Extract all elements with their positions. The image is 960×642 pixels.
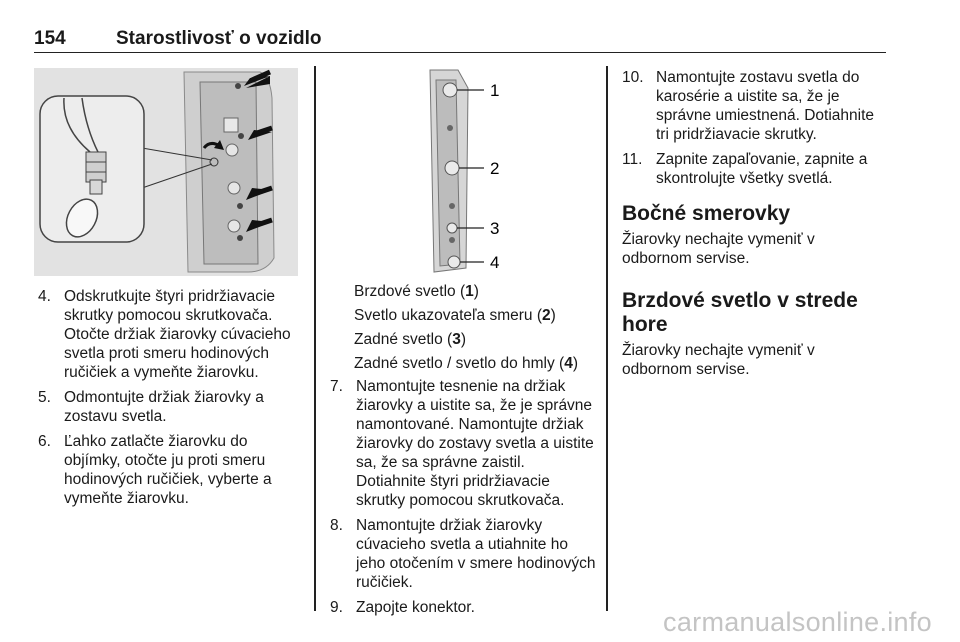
- column-divider-1: [314, 66, 316, 611]
- callout-2: 2: [490, 159, 500, 178]
- section-text-side-indicators: Žiarovky nechajte vymeniť v odbornom servise.: [622, 231, 815, 267]
- page-number: 154: [34, 28, 66, 49]
- section-heading-side-indicators: Bočné smerovky: [622, 202, 791, 225]
- callout-3: 3: [490, 219, 500, 238]
- step-5: 5. Odmontujte držiak žiarovky a zostavu svetla.: [38, 389, 264, 425]
- step-7: 7. Namontujte tesnenie na držiak žiarovky a uistite sa, že je správne namontované. Namontujte držiak žiarovky do zostavy svetla a uistite sa, že sa správne zaistil. Dotiahnite štyri pridržiavacie skrutky pomocou skrutkovača.: [330, 378, 594, 509]
- watermark: carmanualsonline.info: [663, 607, 932, 637]
- page-header: [34, 28, 886, 53]
- legend-item-2: Svetlo ukazovateľa smeru (2): [354, 307, 556, 324]
- step-4: 4. Odskrutkujte štyri pridržiavacie skrutky pomocou skrutkovača. Otočte držiak žiarovky cúvacieho svetla proti smeru hodinových ručičiek a vymeňte žiarovku.: [38, 288, 291, 381]
- step-11: 11. Zapnite zapaľovanie, zapnite a skontrolujte všetky svetlá.: [622, 151, 868, 187]
- step-8: 8. Namontujte držiak žiarovky cúvacieho svetla a utiahnite ho jeho otočením v smere hodinových ručičiek.: [330, 517, 596, 591]
- steps-column-2: [330, 377, 598, 623]
- section-text-center-brake-light: Žiarovky nechajte vymeniť v odbornom servise.: [622, 342, 815, 378]
- running-title: Starostlivosť o vozidlo: [116, 28, 322, 49]
- steps-column-3: [622, 68, 884, 194]
- legend-item-4: Zadné svetlo / svetlo do hmly (4): [354, 355, 579, 372]
- figure-legend: [354, 282, 578, 378]
- step-9: 9. Zapojte konektor.: [330, 599, 475, 616]
- steps-column-1: [38, 287, 302, 514]
- callout-1: 1: [490, 81, 500, 100]
- step-6: 6. Ľahko zatlačte žiarovku do objímky, otočte ju proti smeru hodinových ručičiek, vyberte a vymeňte žiarovku.: [38, 433, 272, 507]
- rear-lamp-illustration: [322, 68, 590, 276]
- section-heading-center-brake-light: Brzdové svetlo v strede hore: [622, 289, 858, 336]
- step-10: 10. Namontujte zostavu svetla do karosérie a uistite sa, že je správne umiestnená. Dotiahnite tri pridržiavacie skrutky.: [622, 69, 874, 143]
- legend-item-3: Zadné svetlo (3): [354, 331, 467, 348]
- column-divider-2: [606, 66, 608, 611]
- legend-item-1: Brzdové svetlo (1): [354, 283, 479, 300]
- callout-4: 4: [490, 253, 500, 272]
- bulb-holder-illustration: [34, 68, 298, 276]
